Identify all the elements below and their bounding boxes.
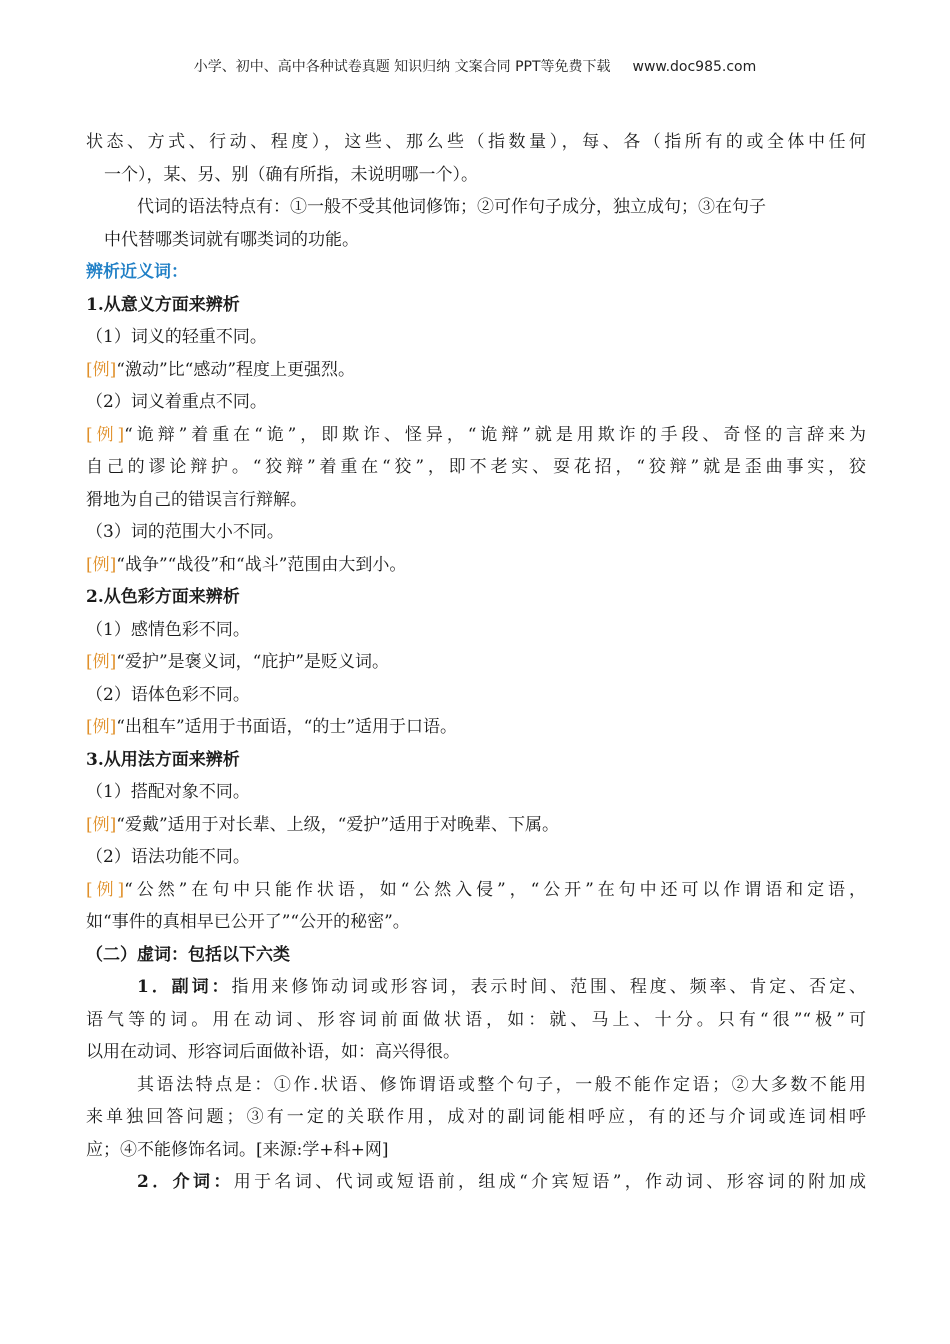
section-heading: 辨析近义词： [86, 262, 188, 282]
paragraph-line: 其语法特点是：①作.状语、修饰谓语或整个句子，一般不能作定语；②大多数不能用 [137, 1074, 866, 1095]
paragraph-line: 中代替哪类词就有哪类词的功能。 [104, 229, 359, 250]
paragraph-line: 以用在动词、形容词后面做补语，如：高兴得很。 [86, 1042, 460, 1062]
example-tag: [例] [86, 554, 117, 575]
point-line: （3）词的范围大小不同。 [86, 522, 284, 542]
paragraph-line: 如“事件的真相早已公开了”“公开的秘密”。 [86, 912, 410, 932]
term-definition: 用于名词、代词或短语前，组成“介宾短语”，作动词、形容词的附加成 [233, 1172, 866, 1192]
paragraph-line: 自己的谬论辩护。“狡辩”着重在“狡”，即不老实、耍花招，“狡辩”就是歪曲事实，狡 [86, 457, 866, 477]
example-line [86, 874, 866, 907]
paragraph-line [86, 1166, 866, 1199]
point-line: （2）词义着重点不同。 [86, 392, 267, 412]
paragraph-line: 代词的语法特点有：①一般不受其他词修饰；②可作句子成分，独立成句；③在句子 [137, 197, 766, 217]
example-text: “激动”比“感动”程度上更强烈。 [116, 359, 356, 380]
example-tag: [例] [86, 717, 117, 737]
paragraph-line: 应；④不能修饰名词。[来源:学+科+网] [86, 1139, 389, 1160]
point-line: （1）词义的轻重不同。 [86, 327, 267, 347]
paragraph-line: 来单独回答问题；③有一定的关联作用，成对的副词能相呼应，有的还与介词或连词相呼 [86, 1107, 866, 1127]
example-tag: [例] [86, 359, 117, 380]
example-line [86, 354, 866, 387]
point-line: （1）搭配对象不同。 [86, 782, 250, 802]
point-line: （2）语体色彩不同。 [86, 684, 250, 705]
header-site-link[interactable]: www.doc985.com [632, 59, 757, 75]
example-tag: [例] [86, 424, 125, 445]
subsection-heading: 2.从色彩方面来辨析 [86, 587, 240, 607]
example-line [86, 549, 866, 582]
example-tag: [例] [86, 879, 125, 900]
paragraph-line: 猾地为自己的错误言行辩解。 [86, 489, 307, 510]
paragraph-line: 状态、方式、行动、程度），这些、那么些（指数量），每、各（指所有的或全体中任何 [86, 132, 866, 152]
example-line [86, 809, 866, 842]
page-header [0, 56, 950, 76]
example-text: “出租车”适用于书面语，“的士”适用于口语。 [116, 717, 458, 737]
example-text: “战争”“战役”和“战斗”范围由大到小。 [116, 554, 407, 575]
example-line [86, 711, 866, 744]
example-text: “公然”在句中只能作状语，如“公然入侵”，“公开”在句中还可以作谓语和定语， [124, 879, 866, 900]
point-line: （1）感情色彩不同。 [86, 619, 250, 640]
subsection-heading: 1.从意义方面来辨析 [86, 294, 240, 315]
term-definition: 指用来修饰动词或形容词，表示时间、范围、程度、频率、肯定、否定、 [231, 977, 866, 997]
example-tag: [例] [86, 652, 117, 672]
example-tag: [例] [86, 814, 117, 835]
example-line [86, 419, 866, 452]
example-text: “诡辩”着重在“诡”，即欺诈、怪异，“诡辩”就是用欺诈的手段、奇怪的言辞来为 [124, 424, 866, 445]
section-heading-function-words: （二）虚词：包括以下六类 [86, 944, 290, 965]
paragraph-line [86, 971, 866, 1004]
example-text: “爱护”是褒义词，“庇护”是贬义词。 [116, 652, 390, 672]
term-label: 1．副词： [137, 977, 232, 997]
subsection-heading: 3.从用法方面来辨析 [86, 749, 240, 770]
header-text: 小学、初中、高中各种试卷真题 知识归纳 文案合同 PPT等免费下载 [193, 59, 611, 75]
paragraph-line: 语气等的词。用在动词、形容词前面做状语，如：就、马上、十分。只有“很”“极”可 [86, 1009, 866, 1030]
example-line [86, 646, 866, 679]
example-text: “爱戴”适用于对长辈、上级，“爱护”适用于对晚辈、下属。 [116, 814, 560, 835]
point-line: （2）语法功能不同。 [86, 847, 250, 867]
paragraph-line: 一个），某、另、别（确有所指，未说明哪一个）。 [104, 164, 478, 185]
document-body [86, 126, 866, 1199]
term-label: 2．介词： [137, 1172, 234, 1192]
